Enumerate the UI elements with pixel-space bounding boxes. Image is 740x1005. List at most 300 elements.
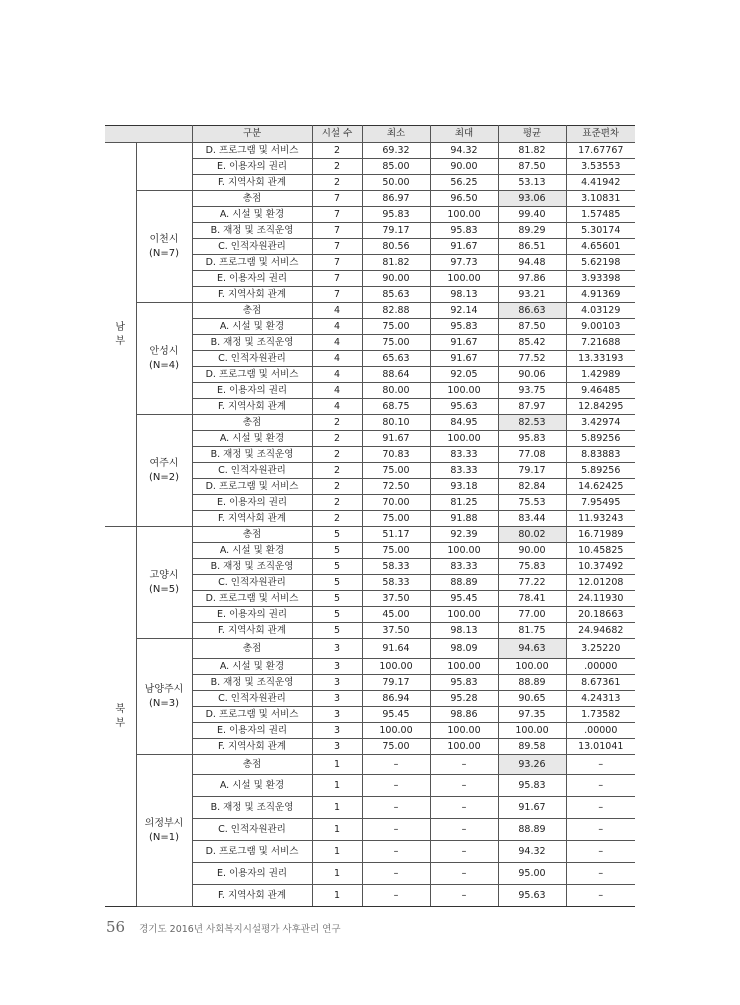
cell-max: 91.67 bbox=[430, 335, 498, 351]
row-label: D. 프로그램 및 서비스 bbox=[192, 841, 312, 863]
cell-max: – bbox=[430, 819, 498, 841]
city-cell bbox=[136, 639, 192, 755]
cell-max: 100.00 bbox=[430, 723, 498, 739]
cell-min: 70.00 bbox=[362, 495, 430, 511]
cell-min: 80.10 bbox=[362, 415, 430, 431]
cell-max: 84.95 bbox=[430, 415, 498, 431]
cell-avg: 82.53 bbox=[498, 415, 566, 431]
cell-max: 96.50 bbox=[430, 191, 498, 207]
cell-sd: 4.03129 bbox=[566, 303, 635, 319]
cell-max: 92.14 bbox=[430, 303, 498, 319]
cell-min: – bbox=[362, 819, 430, 841]
city-cell bbox=[136, 191, 192, 303]
cell-avg: 99.40 bbox=[498, 207, 566, 223]
cell-max: 100.00 bbox=[430, 607, 498, 623]
cell-max: 81.25 bbox=[430, 495, 498, 511]
cell-count: 2 bbox=[312, 159, 362, 175]
cell-max: 91.67 bbox=[430, 239, 498, 255]
cell-min: – bbox=[362, 755, 430, 775]
cell-sd: 1.57485 bbox=[566, 207, 635, 223]
cell-avg: 93.06 bbox=[498, 191, 566, 207]
region-label: 북 bbox=[115, 703, 126, 715]
cell-sd: – bbox=[566, 819, 635, 841]
cell-min: 85.00 bbox=[362, 159, 430, 175]
cell-sd: 5.62198 bbox=[566, 255, 635, 271]
cell-max: 90.00 bbox=[430, 159, 498, 175]
city-count: (N=4) bbox=[148, 359, 180, 371]
cell-sd: 12.84295 bbox=[566, 399, 635, 415]
cell-min: 86.94 bbox=[362, 691, 430, 707]
header-sd: 표준편차 bbox=[566, 126, 635, 143]
cell-min: 100.00 bbox=[362, 723, 430, 739]
city-cell bbox=[136, 755, 192, 907]
cell-sd: 8.83883 bbox=[566, 447, 635, 463]
cell-sd: – bbox=[566, 797, 635, 819]
cell-count: 4 bbox=[312, 335, 362, 351]
statistics-table bbox=[105, 125, 635, 907]
cell-min: 100.00 bbox=[362, 659, 430, 675]
city-name: 이천시 bbox=[149, 233, 179, 245]
cell-avg: 97.35 bbox=[498, 707, 566, 723]
row-label: C. 인적자원관리 bbox=[192, 463, 312, 479]
cell-sd: – bbox=[566, 755, 635, 775]
cell-min: 79.17 bbox=[362, 675, 430, 691]
cell-min: 95.45 bbox=[362, 707, 430, 723]
cell-count: 5 bbox=[312, 575, 362, 591]
row-label: E. 이용자의 권리 bbox=[192, 723, 312, 739]
city-cell bbox=[136, 415, 192, 527]
cell-count: 7 bbox=[312, 255, 362, 271]
cell-avg: 97.86 bbox=[498, 271, 566, 287]
cell-avg: 89.58 bbox=[498, 739, 566, 755]
cell-avg: 95.83 bbox=[498, 775, 566, 797]
cell-avg: 53.13 bbox=[498, 175, 566, 191]
header-gubun: 구분 bbox=[192, 126, 312, 143]
cell-sd: 4.41942 bbox=[566, 175, 635, 191]
cell-min: 37.50 bbox=[362, 591, 430, 607]
table-row bbox=[105, 303, 635, 319]
cell-min: 50.00 bbox=[362, 175, 430, 191]
cell-max: 100.00 bbox=[430, 207, 498, 223]
cell-avg: 85.42 bbox=[498, 335, 566, 351]
region-label: 부 bbox=[115, 335, 126, 347]
cell-max: 88.89 bbox=[430, 575, 498, 591]
cell-count: 5 bbox=[312, 591, 362, 607]
cell-count: 5 bbox=[312, 559, 362, 575]
cell-count: 3 bbox=[312, 723, 362, 739]
cell-count: 2 bbox=[312, 495, 362, 511]
row-label: F. 지역사회 관계 bbox=[192, 885, 312, 907]
city-count: (N=2) bbox=[148, 471, 180, 483]
cell-min: 37.50 bbox=[362, 623, 430, 639]
cell-count: 1 bbox=[312, 863, 362, 885]
cell-count: 7 bbox=[312, 271, 362, 287]
cell-avg: 89.29 bbox=[498, 223, 566, 239]
cell-count: 5 bbox=[312, 527, 362, 543]
cell-max: 100.00 bbox=[430, 543, 498, 559]
cell-count: 3 bbox=[312, 707, 362, 723]
cell-min: 58.33 bbox=[362, 575, 430, 591]
table-row bbox=[105, 527, 635, 543]
row-label: A. 시설 및 환경 bbox=[192, 775, 312, 797]
cell-sd: 3.10831 bbox=[566, 191, 635, 207]
cell-min: 75.00 bbox=[362, 543, 430, 559]
cell-sd: 1.73582 bbox=[566, 707, 635, 723]
cell-min: 81.82 bbox=[362, 255, 430, 271]
cell-max: 92.05 bbox=[430, 367, 498, 383]
row-label: A. 시설 및 환경 bbox=[192, 659, 312, 675]
cell-min: 82.88 bbox=[362, 303, 430, 319]
row-label: E. 이용자의 권리 bbox=[192, 495, 312, 511]
cell-max: – bbox=[430, 841, 498, 863]
row-label: B. 재정 및 조직운영 bbox=[192, 335, 312, 351]
row-label: F. 지역사회 관계 bbox=[192, 399, 312, 415]
cell-avg: 77.52 bbox=[498, 351, 566, 367]
cell-min: 80.56 bbox=[362, 239, 430, 255]
cell-min: 79.17 bbox=[362, 223, 430, 239]
row-label: E. 이용자의 권리 bbox=[192, 271, 312, 287]
cell-avg: 94.32 bbox=[498, 841, 566, 863]
cell-count: 2 bbox=[312, 143, 362, 159]
row-label: D. 프로그램 및 서비스 bbox=[192, 707, 312, 723]
row-label: 총점 bbox=[192, 415, 312, 431]
row-label: D. 프로그램 및 서비스 bbox=[192, 367, 312, 383]
cell-sd: .00000 bbox=[566, 659, 635, 675]
cell-sd: 4.24313 bbox=[566, 691, 635, 707]
row-label: F. 지역사회 관계 bbox=[192, 175, 312, 191]
cell-count: 1 bbox=[312, 775, 362, 797]
cell-count: 4 bbox=[312, 399, 362, 415]
cell-sd: 10.45825 bbox=[566, 543, 635, 559]
cell-max: 83.33 bbox=[430, 559, 498, 575]
cell-max: 100.00 bbox=[430, 383, 498, 399]
cell-min: 91.67 bbox=[362, 431, 430, 447]
cell-sd: 7.95495 bbox=[566, 495, 635, 511]
row-label: B. 재정 및 조직운영 bbox=[192, 447, 312, 463]
cell-sd: – bbox=[566, 863, 635, 885]
cell-avg: 87.50 bbox=[498, 319, 566, 335]
cell-max: 100.00 bbox=[430, 659, 498, 675]
city-cell bbox=[136, 143, 192, 191]
cell-avg: 100.00 bbox=[498, 723, 566, 739]
cell-sd: 9.00103 bbox=[566, 319, 635, 335]
row-label: A. 시설 및 환경 bbox=[192, 207, 312, 223]
cell-sd: 5.89256 bbox=[566, 431, 635, 447]
header-max: 최대 bbox=[430, 126, 498, 143]
cell-min: 91.64 bbox=[362, 639, 430, 659]
cell-max: 98.09 bbox=[430, 639, 498, 659]
cell-count: 4 bbox=[312, 383, 362, 399]
cell-sd: 7.21688 bbox=[566, 335, 635, 351]
row-label: E. 이용자의 권리 bbox=[192, 383, 312, 399]
row-label: D. 프로그램 및 서비스 bbox=[192, 591, 312, 607]
cell-max: 100.00 bbox=[430, 271, 498, 287]
cell-sd: 1.42989 bbox=[566, 367, 635, 383]
cell-avg: 81.75 bbox=[498, 623, 566, 639]
cell-sd: 24.11930 bbox=[566, 591, 635, 607]
cell-count: 1 bbox=[312, 755, 362, 775]
cell-count: 5 bbox=[312, 607, 362, 623]
cell-avg: 95.63 bbox=[498, 885, 566, 907]
cell-max: 95.83 bbox=[430, 675, 498, 691]
cell-count: 2 bbox=[312, 175, 362, 191]
cell-avg: 94.63 bbox=[498, 639, 566, 659]
cell-count: 4 bbox=[312, 351, 362, 367]
header-avg: 평균 bbox=[498, 126, 566, 143]
row-label: C. 인적자원관리 bbox=[192, 239, 312, 255]
cell-max: 83.33 bbox=[430, 447, 498, 463]
cell-min: 51.17 bbox=[362, 527, 430, 543]
cell-min: – bbox=[362, 863, 430, 885]
cell-avg: 94.48 bbox=[498, 255, 566, 271]
table-row bbox=[105, 755, 635, 775]
cell-avg: 78.41 bbox=[498, 591, 566, 607]
cell-count: 2 bbox=[312, 511, 362, 527]
cell-min: 75.00 bbox=[362, 463, 430, 479]
header-count: 시설 수 bbox=[312, 126, 362, 143]
city-name: 의정부시 bbox=[144, 817, 184, 829]
cell-avg: 75.83 bbox=[498, 559, 566, 575]
cell-min: 85.63 bbox=[362, 287, 430, 303]
cell-sd: – bbox=[566, 885, 635, 907]
row-label: B. 재정 및 조직운영 bbox=[192, 797, 312, 819]
cell-max: 100.00 bbox=[430, 739, 498, 755]
cell-sd: 11.93243 bbox=[566, 511, 635, 527]
row-label: 총점 bbox=[192, 639, 312, 659]
cell-avg: 86.51 bbox=[498, 239, 566, 255]
cell-avg: 82.84 bbox=[498, 479, 566, 495]
cell-min: 80.00 bbox=[362, 383, 430, 399]
cell-max: 93.18 bbox=[430, 479, 498, 495]
row-label: A. 시설 및 환경 bbox=[192, 319, 312, 335]
cell-min: 88.64 bbox=[362, 367, 430, 383]
cell-sd: 17.67767 bbox=[566, 143, 635, 159]
cell-avg: 87.97 bbox=[498, 399, 566, 415]
cell-min: 58.33 bbox=[362, 559, 430, 575]
row-label: 총점 bbox=[192, 303, 312, 319]
cell-max: 98.13 bbox=[430, 623, 498, 639]
cell-max: 95.63 bbox=[430, 399, 498, 415]
cell-count: 3 bbox=[312, 691, 362, 707]
cell-avg: 93.75 bbox=[498, 383, 566, 399]
cell-min: 75.00 bbox=[362, 739, 430, 755]
city-name: 안성시 bbox=[149, 345, 179, 357]
row-label: F. 지역사회 관계 bbox=[192, 511, 312, 527]
row-label: 총점 bbox=[192, 191, 312, 207]
cell-count: 7 bbox=[312, 287, 362, 303]
row-label: C. 인적자원관리 bbox=[192, 575, 312, 591]
row-label: B. 재정 및 조직운영 bbox=[192, 223, 312, 239]
cell-sd: 12.01208 bbox=[566, 575, 635, 591]
cell-sd: 16.71989 bbox=[566, 527, 635, 543]
cell-count: 2 bbox=[312, 431, 362, 447]
cell-avg: 93.26 bbox=[498, 755, 566, 775]
cell-avg: 95.00 bbox=[498, 863, 566, 885]
cell-sd: .00000 bbox=[566, 723, 635, 739]
cell-min: – bbox=[362, 841, 430, 863]
header-row bbox=[105, 126, 635, 143]
cell-max: 56.25 bbox=[430, 175, 498, 191]
cell-sd: – bbox=[566, 775, 635, 797]
cell-count: 7 bbox=[312, 191, 362, 207]
city-count: (N=3) bbox=[148, 697, 180, 709]
row-label: C. 인적자원관리 bbox=[192, 351, 312, 367]
cell-sd: – bbox=[566, 841, 635, 863]
cell-avg: 77.00 bbox=[498, 607, 566, 623]
cell-max: – bbox=[430, 797, 498, 819]
cell-avg: 81.82 bbox=[498, 143, 566, 159]
cell-avg: 90.65 bbox=[498, 691, 566, 707]
cell-min: 90.00 bbox=[362, 271, 430, 287]
cell-max: 98.86 bbox=[430, 707, 498, 723]
city-name: 고양시 bbox=[149, 569, 179, 581]
table-row bbox=[105, 639, 635, 659]
page-number: 56 bbox=[106, 918, 126, 936]
cell-min: 75.00 bbox=[362, 335, 430, 351]
cell-max: 94.32 bbox=[430, 143, 498, 159]
cell-sd: 5.30174 bbox=[566, 223, 635, 239]
city-cell bbox=[136, 527, 192, 639]
cell-sd: 14.62425 bbox=[566, 479, 635, 495]
cell-count: 2 bbox=[312, 415, 362, 431]
row-label: D. 프로그램 및 서비스 bbox=[192, 143, 312, 159]
cell-count: 7 bbox=[312, 223, 362, 239]
cell-avg: 88.89 bbox=[498, 675, 566, 691]
cell-sd: 13.33193 bbox=[566, 351, 635, 367]
cell-min: 75.00 bbox=[362, 319, 430, 335]
cell-avg: 83.44 bbox=[498, 511, 566, 527]
cell-max: – bbox=[430, 885, 498, 907]
row-label: F. 지역사회 관계 bbox=[192, 287, 312, 303]
row-label: F. 지역사회 관계 bbox=[192, 623, 312, 639]
cell-avg: 100.00 bbox=[498, 659, 566, 675]
cell-count: 2 bbox=[312, 463, 362, 479]
cell-count: 4 bbox=[312, 367, 362, 383]
cell-avg: 79.17 bbox=[498, 463, 566, 479]
cell-avg: 90.00 bbox=[498, 543, 566, 559]
row-label: D. 프로그램 및 서비스 bbox=[192, 255, 312, 271]
cell-sd: 9.46485 bbox=[566, 383, 635, 399]
cell-count: 4 bbox=[312, 319, 362, 335]
cell-max: 95.45 bbox=[430, 591, 498, 607]
cell-sd: 3.53553 bbox=[566, 159, 635, 175]
cell-sd: 4.91369 bbox=[566, 287, 635, 303]
row-label: B. 재정 및 조직운영 bbox=[192, 675, 312, 691]
table-row bbox=[105, 143, 635, 159]
footer-title: 경기도 2016년 사회복지시설평가 사후관리 연구 bbox=[139, 924, 341, 935]
cell-min: – bbox=[362, 797, 430, 819]
cell-min: 86.97 bbox=[362, 191, 430, 207]
cell-count: 1 bbox=[312, 819, 362, 841]
cell-count: 5 bbox=[312, 623, 362, 639]
cell-sd: 8.67361 bbox=[566, 675, 635, 691]
cell-min: 75.00 bbox=[362, 511, 430, 527]
cell-max: – bbox=[430, 863, 498, 885]
row-label: F. 지역사회 관계 bbox=[192, 739, 312, 755]
cell-sd: 3.25220 bbox=[566, 639, 635, 659]
city-cell bbox=[136, 303, 192, 415]
city-count: (N=5) bbox=[148, 583, 180, 595]
cell-avg: 77.22 bbox=[498, 575, 566, 591]
cell-max: 95.83 bbox=[430, 223, 498, 239]
cell-avg: 87.50 bbox=[498, 159, 566, 175]
city-count: (N=1) bbox=[148, 831, 180, 843]
cell-avg: 80.02 bbox=[498, 527, 566, 543]
cell-count: 3 bbox=[312, 739, 362, 755]
cell-count: 3 bbox=[312, 639, 362, 659]
cell-max: 98.13 bbox=[430, 287, 498, 303]
header-blank bbox=[105, 126, 192, 143]
region-cell-north bbox=[105, 527, 136, 907]
cell-min: 65.63 bbox=[362, 351, 430, 367]
cell-min: 95.83 bbox=[362, 207, 430, 223]
row-label: 총점 bbox=[192, 527, 312, 543]
cell-count: 1 bbox=[312, 797, 362, 819]
region-cell-south bbox=[105, 143, 136, 527]
cell-count: 2 bbox=[312, 479, 362, 495]
cell-sd: 3.93398 bbox=[566, 271, 635, 287]
row-label: B. 재정 및 조직운영 bbox=[192, 559, 312, 575]
row-label: D. 프로그램 및 서비스 bbox=[192, 479, 312, 495]
row-label: E. 이용자의 권리 bbox=[192, 863, 312, 885]
cell-max: 95.83 bbox=[430, 319, 498, 335]
cell-min: – bbox=[362, 775, 430, 797]
cell-count: 1 bbox=[312, 841, 362, 863]
cell-sd: 10.37492 bbox=[566, 559, 635, 575]
cell-sd: 5.89256 bbox=[566, 463, 635, 479]
cell-avg: 91.67 bbox=[498, 797, 566, 819]
cell-count: 5 bbox=[312, 543, 362, 559]
row-label: E. 이용자의 권리 bbox=[192, 159, 312, 175]
cell-sd: 13.01041 bbox=[566, 739, 635, 755]
cell-max: 91.88 bbox=[430, 511, 498, 527]
row-label: A. 시설 및 환경 bbox=[192, 543, 312, 559]
cell-max: – bbox=[430, 755, 498, 775]
cell-count: 3 bbox=[312, 675, 362, 691]
page-footer bbox=[106, 918, 341, 936]
city-name: 남양주시 bbox=[144, 683, 184, 695]
cell-avg: 88.89 bbox=[498, 819, 566, 841]
cell-max: – bbox=[430, 775, 498, 797]
table-row bbox=[105, 415, 635, 431]
cell-min: 70.83 bbox=[362, 447, 430, 463]
row-label: C. 인적자원관리 bbox=[192, 819, 312, 841]
cell-min: – bbox=[362, 885, 430, 907]
cell-min: 45.00 bbox=[362, 607, 430, 623]
cell-max: 95.28 bbox=[430, 691, 498, 707]
cell-count: 7 bbox=[312, 207, 362, 223]
row-label: E. 이용자의 권리 bbox=[192, 607, 312, 623]
header-min: 최소 bbox=[362, 126, 430, 143]
cell-avg: 95.83 bbox=[498, 431, 566, 447]
cell-avg: 77.08 bbox=[498, 447, 566, 463]
cell-min: 69.32 bbox=[362, 143, 430, 159]
city-name: 여주시 bbox=[149, 457, 179, 469]
city-count: (N=7) bbox=[148, 247, 180, 259]
cell-sd: 24.94682 bbox=[566, 623, 635, 639]
row-label: C. 인적자원관리 bbox=[192, 691, 312, 707]
cell-min: 68.75 bbox=[362, 399, 430, 415]
region-label: 부 bbox=[115, 717, 126, 729]
cell-avg: 90.06 bbox=[498, 367, 566, 383]
cell-max: 92.39 bbox=[430, 527, 498, 543]
cell-sd: 3.42974 bbox=[566, 415, 635, 431]
cell-count: 2 bbox=[312, 447, 362, 463]
cell-max: 83.33 bbox=[430, 463, 498, 479]
row-label: 총점 bbox=[192, 755, 312, 775]
cell-count: 3 bbox=[312, 659, 362, 675]
cell-max: 97.73 bbox=[430, 255, 498, 271]
